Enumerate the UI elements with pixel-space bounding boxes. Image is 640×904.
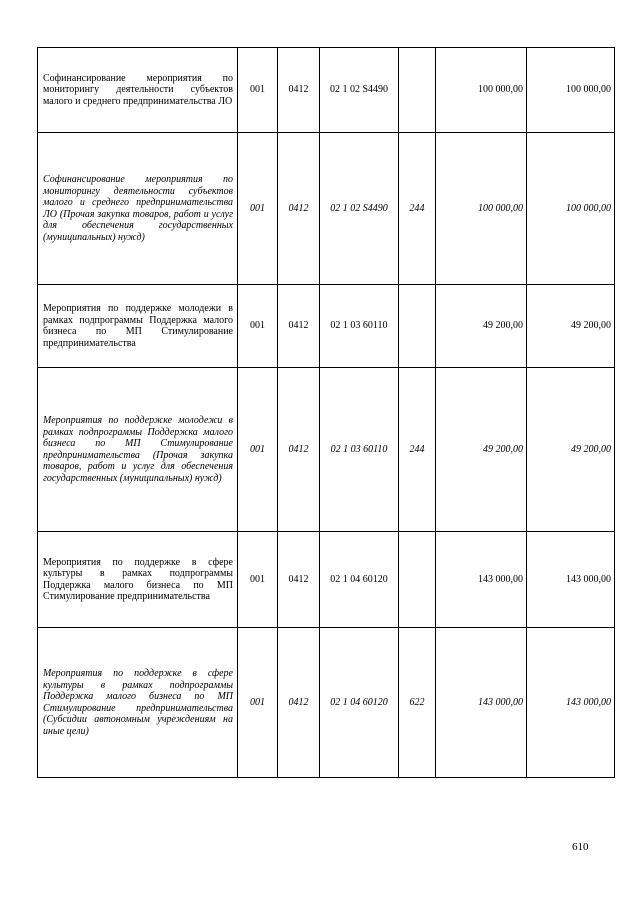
row-csr: 02 1 03 60110: [320, 285, 399, 368]
row-vr: [399, 48, 436, 133]
row-sum-1: 100 000,00: [436, 48, 527, 133]
row-sum-2: 100 000,00: [527, 133, 615, 285]
table-row: [38, 368, 615, 532]
row-vr: [399, 285, 436, 368]
row-name: Мероприятия по поддержке молодежи в рамках подпрограммы Поддержка малого бизнеса по МП Стимулирование предпринимательства: [38, 285, 238, 368]
row-sum-1: 49 200,00: [436, 285, 527, 368]
table-row: [38, 628, 615, 778]
row-vr: 244: [399, 133, 436, 285]
row-vr: 244: [399, 368, 436, 532]
row-sum-2: 49 200,00: [527, 285, 615, 368]
row-sum-2: 100 000,00: [527, 48, 615, 133]
row-csr: 02 1 04 60120: [320, 532, 399, 628]
row-sum-2: 143 000,00: [527, 628, 615, 778]
row-sum-1: 100 000,00: [436, 133, 527, 285]
row-rzpr: 0412: [278, 628, 320, 778]
row-sum-1: 49 200,00: [436, 368, 527, 532]
row-ved: 001: [238, 133, 278, 285]
row-csr: 02 1 03 60110: [320, 368, 399, 532]
row-name: Мероприятия по поддержке молодежи в рамках подпрограммы Поддержка малого бизнеса по МП Стимулирование предпринимательства (Прочая закупка товаров, работ и услуг для обеспечения государственных (муниципальных) нужд): [38, 368, 238, 532]
table-row: [38, 285, 615, 368]
budget-table: [37, 47, 615, 778]
row-rzpr: 0412: [278, 285, 320, 368]
row-ved: 001: [238, 285, 278, 368]
row-csr: 02 1 02 S4490: [320, 48, 399, 133]
row-name: Софинансирование мероприятия по мониторингу деятельности субъектов малого и среднего предпринимательства ЛО: [38, 48, 238, 133]
row-name: Софинансирование мероприятия по мониторингу деятельности субъектов малого и среднего предпринимательства ЛО (Прочая закупка товаров, работ и услуг для обеспечения государственных (муниципальных) нужд): [38, 133, 238, 285]
row-sum-2: 143 000,00: [527, 532, 615, 628]
row-vr: [399, 532, 436, 628]
row-rzpr: 0412: [278, 133, 320, 285]
row-rzpr: 0412: [278, 532, 320, 628]
row-rzpr: 0412: [278, 48, 320, 133]
row-csr: 02 1 04 60120: [320, 628, 399, 778]
row-name: Мероприятия по поддержке в сфере культуры в рамках подпрограммы Поддержка малого бизнеса по МП Стимулирование предпринимательства (Субсидии автономным учреждениям на иные цели): [38, 628, 238, 778]
row-name: Мероприятия по поддержке в сфере культуры в рамках подпрограммы Поддержка малого бизнеса по МП Стимулирование предпринимательства: [38, 532, 238, 628]
row-ved: 001: [238, 628, 278, 778]
row-csr: 02 1 02 S4490: [320, 133, 399, 285]
table-row: [38, 532, 615, 628]
row-vr: 622: [399, 628, 436, 778]
table-row: [38, 48, 615, 133]
row-sum-1: 143 000,00: [436, 532, 527, 628]
row-ved: 001: [238, 368, 278, 532]
page-number: 610: [572, 841, 589, 853]
row-ved: 001: [238, 48, 278, 133]
table-row: [38, 133, 615, 285]
row-sum-1: 143 000,00: [436, 628, 527, 778]
row-rzpr: 0412: [278, 368, 320, 532]
row-ved: 001: [238, 532, 278, 628]
row-sum-2: 49 200,00: [527, 368, 615, 532]
